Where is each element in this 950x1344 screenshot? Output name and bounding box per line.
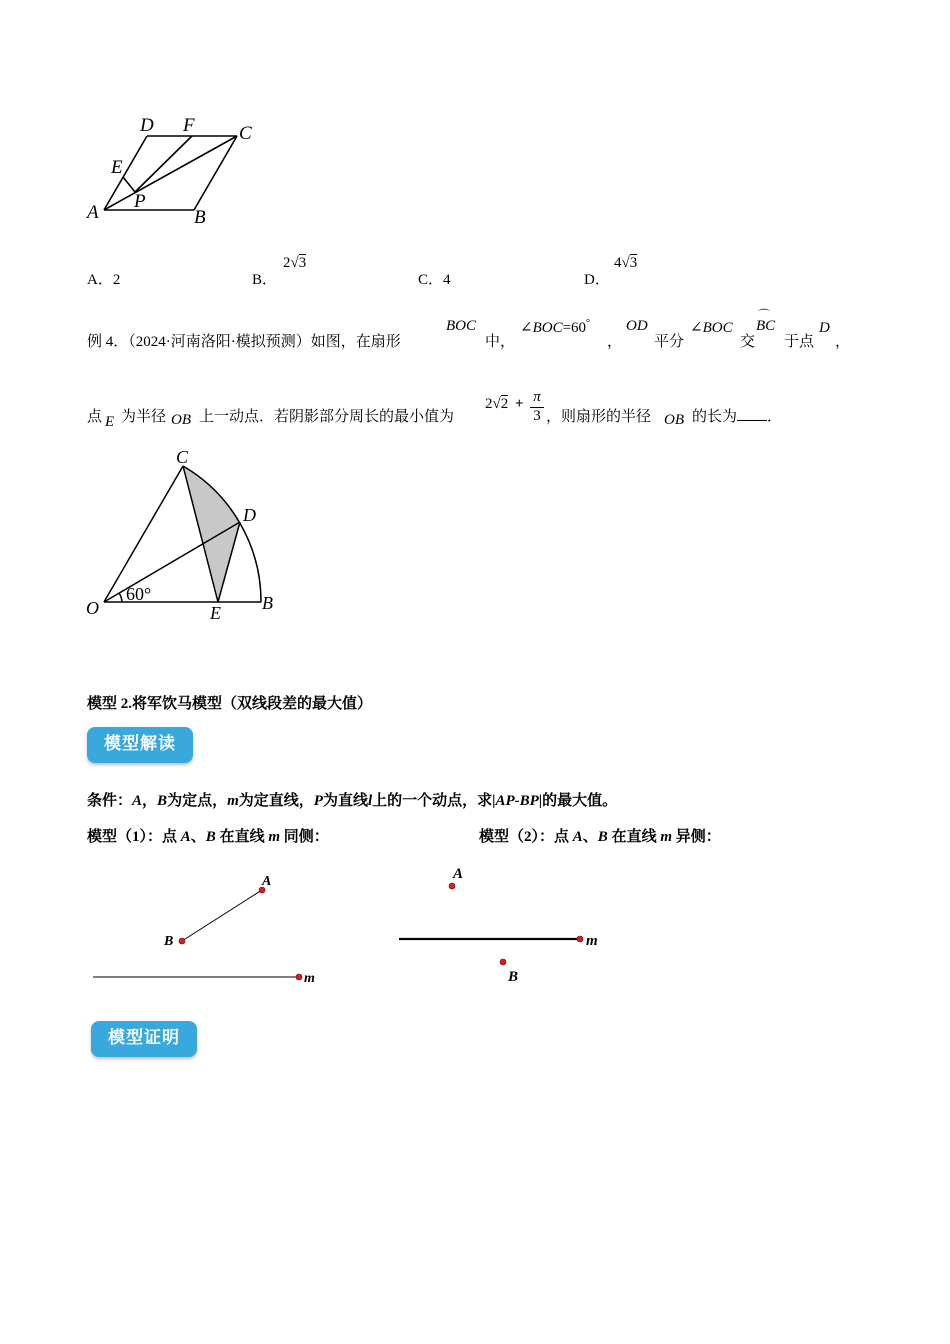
fig4-label-a: A: [453, 866, 464, 882]
example-source: （2024·河南洛阳·模拟预测）: [128, 334, 311, 350]
choice-c-value: 4: [443, 272, 451, 288]
cond-b: B: [157, 793, 168, 809]
fig3-label-m: m: [304, 971, 315, 986]
label-e: E: [111, 157, 123, 178]
fig3-label-b: B: [164, 934, 174, 949]
line2-text-d: ，则扇形的半径: [546, 409, 652, 425]
sector-name: BOC: [446, 318, 476, 334]
angle-name: BOC: [532, 320, 563, 336]
line2-text-e: [692, 405, 782, 426]
min-perimeter-expression: 2√2 +: [485, 396, 524, 412]
cond-c5: 上的一个动点，求|: [372, 793, 496, 809]
m1-b: B: [205, 829, 216, 845]
m2-tail: 异侧：: [672, 829, 721, 845]
angle-sign: ∠: [520, 320, 533, 336]
cond-m: m: [227, 793, 239, 809]
point-a-2: [449, 883, 455, 889]
label-e-2: E: [210, 603, 221, 623]
radicand-two: 2: [500, 396, 509, 412]
cond-c2: 为定点，: [167, 793, 228, 809]
label-b: B: [194, 207, 206, 228]
angle-name-2: BOC: [702, 320, 733, 336]
label-angle-60: 60°: [126, 584, 152, 604]
example-text-2: 中，: [485, 334, 516, 350]
m2-m: m: [660, 829, 672, 845]
cond-c3: 为定直线，: [238, 793, 314, 809]
choice-b-value: 2√3: [283, 255, 307, 271]
choice-b-coef: 2: [283, 255, 291, 271]
cond-expr: AP-BP: [495, 793, 539, 809]
label-o: O: [86, 598, 99, 618]
example-text-4: 交: [740, 334, 756, 350]
label-d: D: [140, 115, 154, 136]
example-text-5: 于点: [784, 334, 815, 350]
model-proof-badge: 模型证明: [91, 1021, 197, 1057]
label-f: F: [183, 115, 195, 136]
cond-c4: 为直线: [322, 793, 368, 809]
m2-sep: 、: [582, 829, 598, 845]
fig4-label-m: m: [586, 933, 598, 949]
cond-p: P: [313, 793, 323, 809]
point-e-label: E: [105, 414, 115, 430]
choice-d-coef: 4: [614, 255, 622, 271]
choice-b-radicand: 3: [298, 255, 307, 271]
cond-c1: ，: [142, 793, 158, 809]
period: ．: [767, 409, 783, 425]
line2-text-c: 上一动点．若阴影部分周长的最小值为: [199, 409, 455, 425]
label-a: A: [87, 202, 99, 223]
cond-a: A: [132, 793, 143, 809]
choice-d-value: 4√3: [614, 255, 638, 271]
choice-d-label: D．: [584, 272, 610, 288]
comma-2: ，: [835, 334, 851, 350]
fraction-denominator: 3: [530, 407, 544, 425]
m1-tail: 同侧：: [280, 829, 329, 845]
cond-c6: |的最大值。: [538, 793, 618, 809]
label-b-2: B: [262, 593, 273, 613]
point-d-label: D: [819, 320, 830, 336]
line2-text-b: 为半径: [121, 409, 167, 425]
choice-d-radicand: 3: [629, 255, 638, 271]
m2-lead: 模型（2）：点: [479, 829, 573, 845]
m1-lead: 模型（1）：点: [87, 829, 181, 845]
arc-glyph: ⌒: [758, 308, 771, 322]
m2-a: A: [572, 829, 583, 845]
m1-a: A: [180, 829, 191, 845]
coef-two: 2: [485, 396, 493, 412]
model2-title: 模型 2.将军饮马模型（双线段差的最大值）: [87, 696, 373, 712]
example-text-3: 平分: [654, 334, 685, 350]
plus-sign: +: [514, 396, 524, 412]
label-c-2: C: [176, 447, 189, 467]
m2-b: B: [597, 829, 608, 845]
ob-label-2: OB: [664, 412, 684, 428]
label-p: P: [134, 191, 146, 212]
label-d-2: D: [243, 505, 256, 525]
fig3-label-a: A: [262, 874, 272, 889]
degree-sign: °: [586, 318, 591, 329]
condition-lead: 条件：: [87, 793, 133, 809]
choice-a-label: A．: [87, 272, 113, 288]
angle-value: =60: [562, 320, 587, 336]
line-m-end-2: [577, 936, 583, 942]
fraction-numerator: π: [533, 389, 541, 405]
m2-mid: 在直线: [607, 829, 661, 845]
comma: ，: [607, 334, 623, 350]
choice-b-label: B．: [252, 272, 278, 288]
m1-mid: 在直线: [215, 829, 269, 845]
model-reading-badge: 模型解读: [87, 727, 193, 763]
answer-blank[interactable]: [737, 406, 767, 421]
point-b-2: [500, 959, 506, 965]
m1-sep: 、: [190, 829, 206, 845]
fig4-label-b: B: [508, 969, 519, 985]
line2-text-a: 点: [87, 409, 103, 425]
choice-a-value: 2: [112, 272, 121, 288]
arc-label: BC: [756, 318, 776, 334]
choice-c-label: C．: [418, 272, 444, 288]
example-text-1: 如图，在扇形: [310, 334, 401, 350]
line2-text-e-span: 的长为: [692, 409, 738, 425]
ob-label: OB: [171, 412, 191, 428]
cond-l: l: [367, 793, 373, 809]
angle-sign-2: ∠: [690, 320, 703, 336]
od-label: OD: [626, 318, 648, 334]
m1-m: m: [268, 829, 280, 845]
label-c: C: [239, 123, 252, 144]
angle-boc-2: [690, 318, 733, 337]
example-label: 例 4．: [87, 334, 129, 350]
